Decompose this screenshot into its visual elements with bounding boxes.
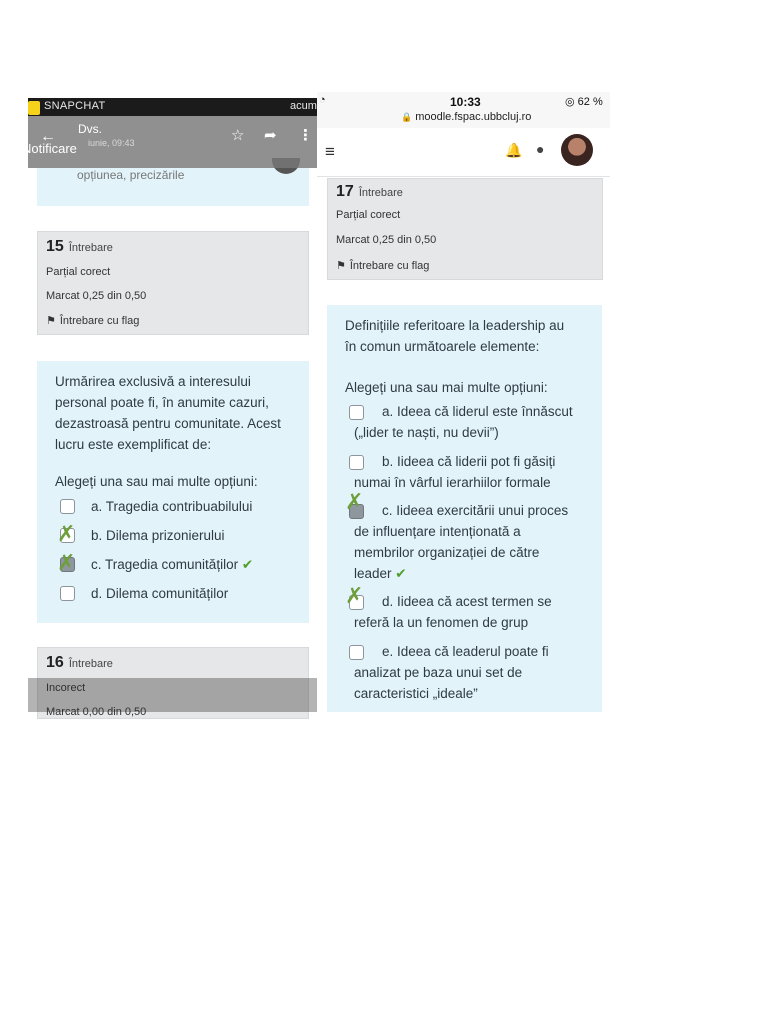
- wifi-icon: ◔: [319, 94, 326, 106]
- option-d-label: [354, 591, 552, 633]
- avatar[interactable]: [561, 134, 593, 166]
- menu-icon[interactable]: ≡: [325, 142, 335, 161]
- flag-icon: ⚑: [46, 315, 56, 327]
- moodle-navbar: [317, 128, 610, 177]
- question-17-header: [336, 183, 403, 201]
- question-status: Parțial corect: [46, 266, 111, 278]
- option-e-label: [354, 641, 549, 704]
- address-bar[interactable]: [401, 111, 531, 123]
- question-text-line: în comun următoarele elemente:: [345, 339, 540, 354]
- status-time: 10:33: [450, 95, 481, 109]
- option-line: analizat pe baza unui set de: [354, 665, 523, 680]
- overlay-strip: [28, 678, 317, 712]
- arrow-left-icon[interactable]: ←: [40, 128, 56, 145]
- option-b-label: [354, 451, 555, 493]
- question-text-line: lucru este exemplificat de:: [55, 437, 212, 452]
- notification-app-name: SNAPCHAT: [44, 100, 106, 112]
- question-number: 17: [336, 183, 354, 200]
- option-line: de influențare intenționată a: [354, 524, 521, 539]
- question-mark: Marcat 0,25 din 0,50: [336, 234, 437, 246]
- notification-subtitle: iunie, 09:43: [88, 138, 135, 148]
- cross-mark-icon: ✗: [57, 521, 76, 546]
- option-line: e. Ideea că leaderul poate fi: [382, 644, 549, 659]
- question-word: Întrebare: [68, 658, 113, 670]
- bell-icon[interactable]: 🔔: [505, 142, 523, 158]
- previous-question-box: [37, 168, 309, 206]
- question-17-info: [327, 178, 603, 280]
- answer-prompt: Alegeți una sau mai multe opțiuni:: [55, 474, 258, 489]
- flag-label: Întrebare cu flag: [59, 315, 140, 327]
- chat-icon[interactable]: ●: [536, 141, 545, 157]
- option-a-checkbox[interactable]: [60, 499, 75, 514]
- flag-question-link[interactable]: [46, 314, 139, 327]
- answer-prompt: Alegeți una sau mai multe opțiuni:: [345, 380, 548, 395]
- question-word: Întrebare: [358, 187, 403, 199]
- left-screenshot: [22, 98, 317, 718]
- share-icon[interactable]: ➦: [264, 127, 277, 144]
- notification-time: acum: [290, 100, 317, 112]
- battery-level: 62 %: [577, 96, 603, 108]
- battery-status: ◎ 62 %: [565, 96, 603, 108]
- question-status: Incorect: [46, 682, 86, 694]
- notification-banner[interactable]: [22, 116, 317, 168]
- option-line: c. Iideea exercitării unui proces: [382, 503, 569, 518]
- question-word: Întrebare: [68, 242, 113, 254]
- option-line: a. Ideea că liderul este înnăscut: [382, 404, 573, 419]
- question-mark: Marcat 0,00 din 0,50: [46, 706, 147, 718]
- option-line-last: [354, 563, 568, 584]
- question-16-header: [46, 654, 113, 672]
- more-vertical-icon[interactable]: ⋮: [298, 127, 313, 144]
- option-line: leader: [354, 566, 392, 581]
- option-c-label: c. Tragedia comunităților: [91, 557, 239, 572]
- option-a-label: a. Tragedia contribuabilului: [91, 499, 253, 514]
- question-15-header: [46, 238, 113, 256]
- question-status: Parțial corect: [336, 209, 401, 221]
- flag-label: Întrebare cu flag: [349, 260, 430, 272]
- flag-question-link[interactable]: [336, 259, 429, 272]
- notification-title: Dvs.: [78, 122, 102, 136]
- url-text: moodle.fspac.ubbcluj.ro: [415, 111, 532, 123]
- option-line: numai în vârful ierarhiilor formale: [354, 475, 551, 490]
- question-number: 15: [46, 238, 64, 255]
- checkmark-icon: ✔: [241, 557, 254, 572]
- flag-icon: ⚑: [336, 260, 346, 272]
- option-d-label: d. Dilema comunităților: [91, 586, 229, 601]
- cross-mark-icon: ✗: [345, 489, 364, 514]
- option-c-label: [354, 500, 568, 584]
- status-bar: [317, 92, 610, 128]
- right-screenshot: [317, 92, 610, 712]
- previous-question-text: opțiunea, precizările: [77, 168, 185, 182]
- star-icon[interactable]: ☆: [231, 127, 245, 144]
- question-text-line: Urmărirea exclusivă a interesului: [55, 374, 251, 389]
- option-line: d. Iideea că acest termen se: [382, 594, 552, 609]
- question-number: 16: [46, 654, 64, 671]
- question-15-box: [37, 361, 309, 623]
- option-line: („lider te naști, nu devii”): [354, 425, 499, 440]
- status-bar: [28, 98, 317, 116]
- checkmark-icon: ✔: [395, 566, 407, 581]
- question-17-box: [327, 305, 602, 712]
- question-15-info: [37, 231, 309, 335]
- option-c-row: [91, 554, 253, 575]
- option-line: caracteristici „ideale”: [354, 686, 478, 701]
- option-line: membrilor organizației de către: [354, 545, 540, 560]
- question-mark: Marcat 0,25 din 0,50: [46, 290, 147, 302]
- snapchat-icon: [28, 101, 40, 115]
- question-text: [55, 371, 281, 455]
- question-text-line: dezastroasă pentru comunitate. Acest: [55, 416, 281, 431]
- option-b-label: b. Dilema prizonierului: [91, 528, 225, 543]
- question-text-line: personal poate fi, în anumite cazuri,: [55, 395, 269, 410]
- cross-mark-icon: ✗: [57, 550, 76, 575]
- question-text-line: Definițiile referitoare la leadership au: [345, 318, 565, 333]
- option-line: referă la un fenomen de grup: [354, 615, 529, 630]
- notification-label: Notificare: [22, 141, 77, 156]
- option-d-checkbox[interactable]: [60, 586, 75, 601]
- question-text: [345, 315, 564, 357]
- cross-mark-icon: ✗: [345, 583, 364, 608]
- option-line: b. Iideea că liderii pot fi găsiți: [382, 454, 556, 469]
- option-a-label: [354, 401, 573, 443]
- lock-icon: 🔒: [401, 112, 413, 122]
